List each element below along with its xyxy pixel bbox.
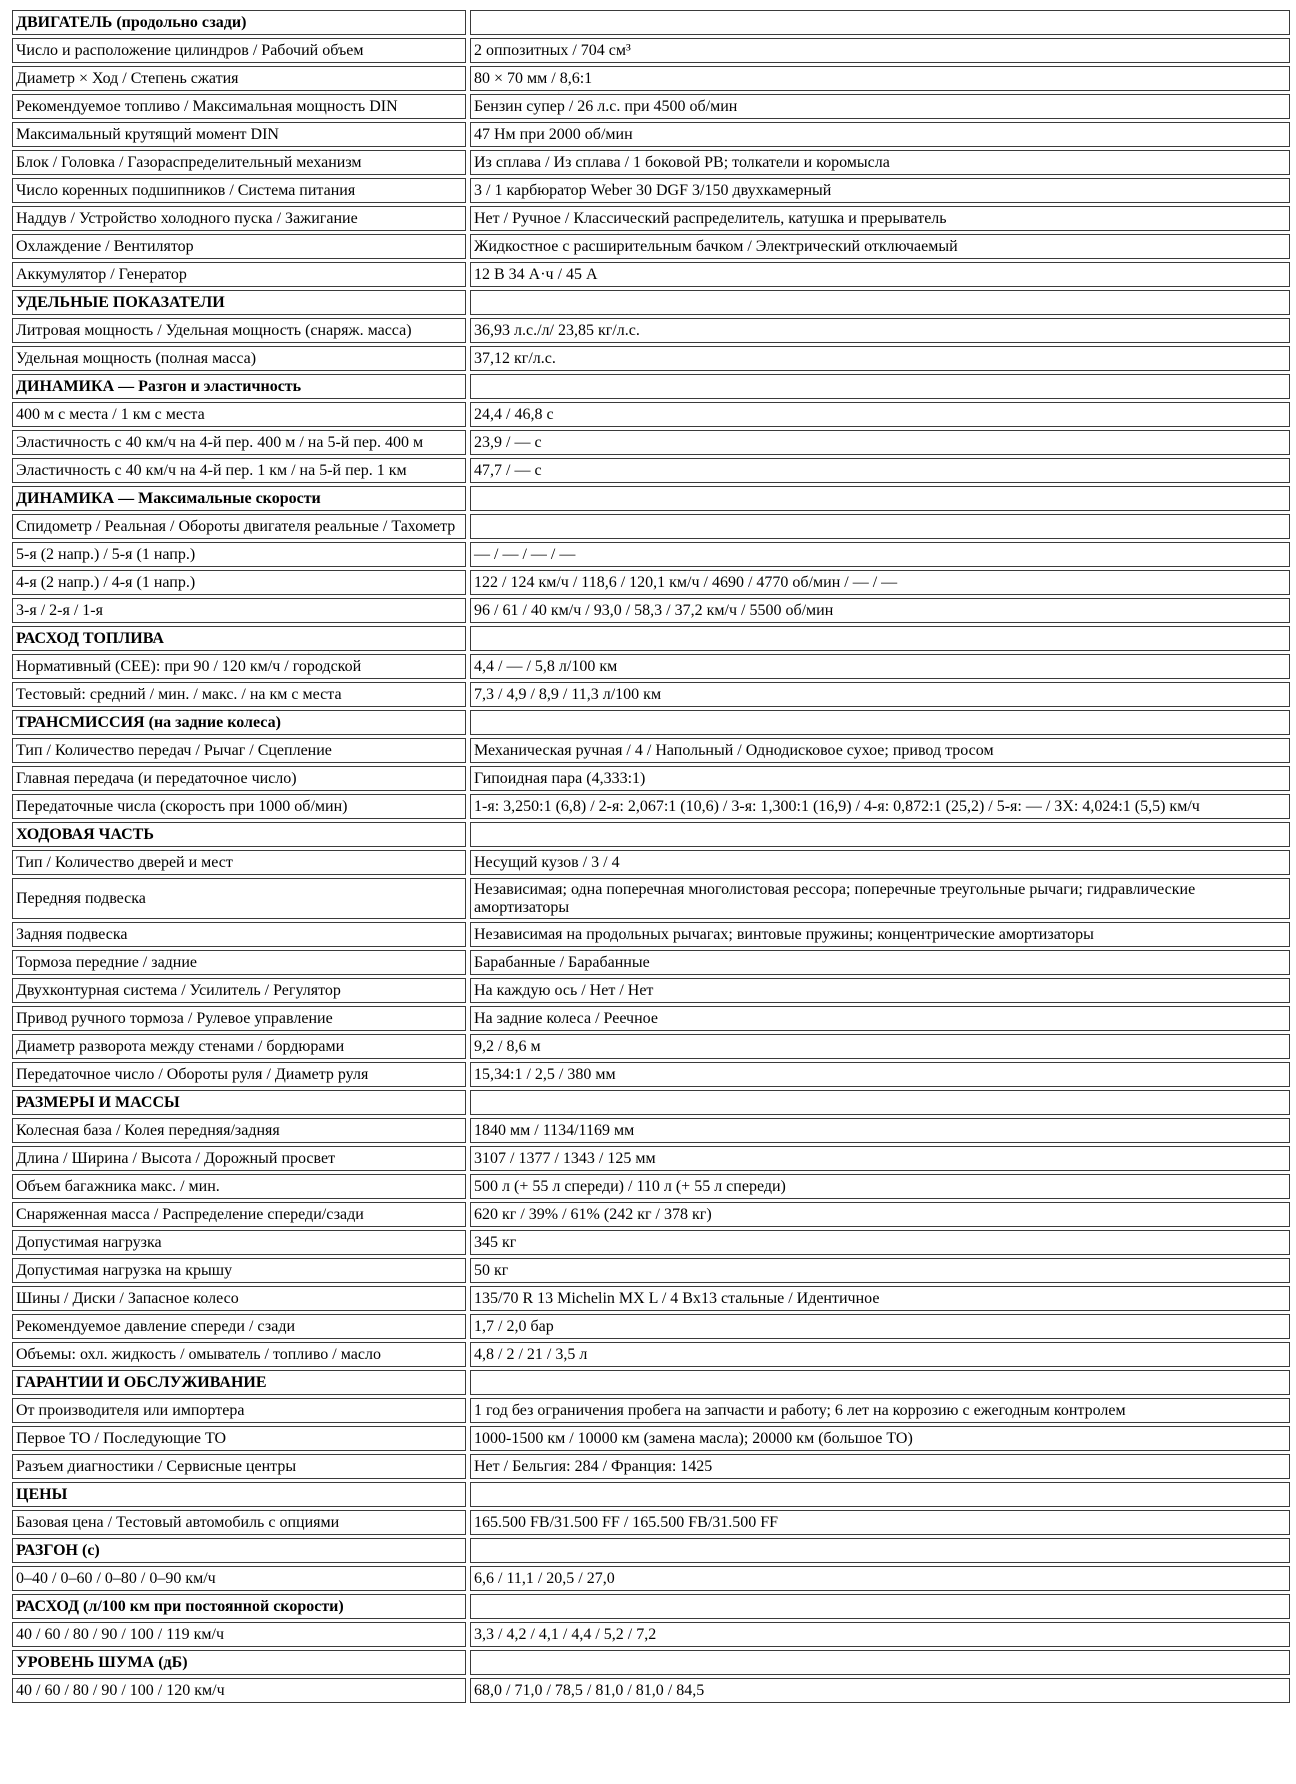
section-title: УДЕЛЬНЫЕ ПОКАЗАТЕЛИ <box>12 290 466 315</box>
spec-value: — / — / — / — <box>470 542 1290 567</box>
spec-label: Литровая мощность / Удельная мощность (снаряж. масса) <box>12 318 466 343</box>
table-row <box>12 1566 1290 1591</box>
spec-value: Независимая; одна поперечная многолистовая рессора; поперечные треугольные рычаги; гидравлические амортизаторы <box>470 878 1290 919</box>
spec-value <box>470 374 1290 399</box>
spec-label: Тормоза передние / задние <box>12 950 466 975</box>
spec-value: 1,7 / 2,0 бар <box>470 1314 1290 1339</box>
spec-label: Диаметр × Ход / Степень сжатия <box>12 66 466 91</box>
spec-value: 50 кг <box>470 1258 1290 1283</box>
spec-label: Эластичность с 40 км/ч на 4-й пер. 1 км / на 5-й пер. 1 км <box>12 458 466 483</box>
table-row <box>12 1062 1290 1087</box>
spec-value <box>470 514 1290 539</box>
spec-label: 0–40 / 0–60 / 0–80 / 0–90 км/ч <box>12 1566 466 1591</box>
spec-label: Охлаждение / Вентилятор <box>12 234 466 259</box>
spec-value <box>470 1090 1290 1115</box>
spec-label: Рекомендуемое давление спереди / сзади <box>12 1314 466 1339</box>
spec-label: Максимальный крутящий момент DIN <box>12 122 466 147</box>
section-title: ХОДОВАЯ ЧАСТЬ <box>12 822 466 847</box>
spec-label: Число и расположение цилиндров / Рабочий объем <box>12 38 466 63</box>
spec-value: Жидкостное с расширительным бачком / Электрический отключаемый <box>470 234 1290 259</box>
spec-value: 7,3 / 4,9 / 8,9 / 11,3 л/100 км <box>470 682 1290 707</box>
spec-value: 620 кг / 39% / 61% (242 кг / 378 кг) <box>470 1202 1290 1227</box>
section-header-row <box>12 374 1290 399</box>
section-header-row <box>12 1650 1290 1675</box>
spec-value: 9,2 / 8,6 м <box>470 1034 1290 1059</box>
spec-label: Допустимая нагрузка на крышу <box>12 1258 466 1283</box>
table-row <box>12 1118 1290 1143</box>
spec-value: Нет / Ручное / Классический распределитель, катушка и прерыватель <box>470 206 1290 231</box>
spec-label: От производителя или импортера <box>12 1398 466 1423</box>
spec-value <box>470 1594 1290 1619</box>
spec-label: Спидометр / Реальная / Обороты двигателя реальные / Тахометр <box>12 514 466 539</box>
section-header-row <box>12 1370 1290 1395</box>
table-row <box>12 878 1290 919</box>
spec-label: 5-я (2 напр.) / 5-я (1 напр.) <box>12 542 466 567</box>
table-row <box>12 850 1290 875</box>
table-row <box>12 122 1290 147</box>
table-row <box>12 178 1290 203</box>
spec-value <box>470 1482 1290 1507</box>
spec-label: Аккумулятор / Генератор <box>12 262 466 287</box>
table-row <box>12 318 1290 343</box>
table-row <box>12 38 1290 63</box>
table-row <box>12 654 1290 679</box>
spec-value: 4,4 / — / 5,8 л/100 км <box>470 654 1290 679</box>
section-header-row <box>12 290 1290 315</box>
spec-label: Наддув / Устройство холодного пуска / Зажигание <box>12 206 466 231</box>
table-row <box>12 542 1290 567</box>
section-title: ЦЕНЫ <box>12 1482 466 1507</box>
spec-value: 80 × 70 мм / 8,6:1 <box>470 66 1290 91</box>
spec-value: 500 л (+ 55 л спереди) / 110 л (+ 55 л спереди) <box>470 1174 1290 1199</box>
spec-value: 3 / 1 карбюратор Weber 30 DGF 3/150 двухкамерный <box>470 178 1290 203</box>
spec-value: На задние колеса / Реечное <box>470 1006 1290 1031</box>
spec-label: Диаметр разворота между стенами / бордюрами <box>12 1034 466 1059</box>
table-row <box>12 94 1290 119</box>
spec-value: 96 / 61 / 40 км/ч / 93,0 / 58,3 / 37,2 км/ч / 5500 об/мин <box>470 598 1290 623</box>
table-row <box>12 402 1290 427</box>
spec-value: 3107 / 1377 / 1343 / 125 мм <box>470 1146 1290 1171</box>
spec-value: 47,7 / — с <box>470 458 1290 483</box>
spec-label: Тип / Количество дверей и мест <box>12 850 466 875</box>
table-row <box>12 66 1290 91</box>
section-title: ТРАНСМИССИЯ (на задние колеса) <box>12 710 466 735</box>
section-header-row <box>12 822 1290 847</box>
table-row <box>12 682 1290 707</box>
spec-label: 4-я (2 напр.) / 4-я (1 напр.) <box>12 570 466 595</box>
table-row <box>12 1426 1290 1451</box>
spec-value: 1840 мм / 1134/1169 мм <box>470 1118 1290 1143</box>
spec-label: Тип / Количество передач / Рычаг / Сцепление <box>12 738 466 763</box>
table-row <box>12 234 1290 259</box>
section-header-row <box>12 486 1290 511</box>
spec-value: 23,9 / — с <box>470 430 1290 455</box>
table-row <box>12 430 1290 455</box>
spec-value: Механическая ручная / 4 / Напольный / Однодисковое сухое; привод тросом <box>470 738 1290 763</box>
spec-label: Главная передача (и передаточное число) <box>12 766 466 791</box>
section-header-row <box>12 626 1290 651</box>
spec-label: 400 м с места / 1 км с места <box>12 402 466 427</box>
spec-table-body <box>12 10 1290 1703</box>
spec-value <box>470 822 1290 847</box>
spec-label: Объемы: охл. жидкость / омыватель / топливо / масло <box>12 1342 466 1367</box>
spec-value: 4,8 / 2 / 21 / 3,5 л <box>470 1342 1290 1367</box>
table-row <box>12 570 1290 595</box>
spec-label: Блок / Головка / Газораспределительный механизм <box>12 150 466 175</box>
spec-value: 37,12 кг/л.с. <box>470 346 1290 371</box>
section-header-row <box>12 710 1290 735</box>
spec-value: Нет / Бельгия: 284 / Франция: 1425 <box>470 1454 1290 1479</box>
table-row <box>12 922 1290 947</box>
spec-label: Привод ручного тормоза / Рулевое управление <box>12 1006 466 1031</box>
spec-value: Независимая на продольных рычагах; винтовые пружины; концентрические амортизаторы <box>470 922 1290 947</box>
section-header-row <box>12 10 1290 35</box>
spec-value: 122 / 124 км/ч / 118,6 / 120,1 км/ч / 4690 / 4770 об/мин / — / — <box>470 570 1290 595</box>
spec-value <box>470 1370 1290 1395</box>
spec-label: Нормативный (CEE): при 90 / 120 км/ч / городской <box>12 654 466 679</box>
table-row <box>12 950 1290 975</box>
spec-value: 15,34:1 / 2,5 / 380 мм <box>470 1062 1290 1087</box>
spec-label: Передаточные числа (скорость при 1000 об/мин) <box>12 794 466 819</box>
section-title: ДИНАМИКА — Разгон и эластичность <box>12 374 466 399</box>
table-row <box>12 1678 1290 1703</box>
section-title: ДИНАМИКА — Максимальные скорости <box>12 486 466 511</box>
table-row <box>12 1454 1290 1479</box>
table-row <box>12 794 1290 819</box>
table-row <box>12 1230 1290 1255</box>
spec-value: Несущий кузов / 3 / 4 <box>470 850 1290 875</box>
section-title: ДВИГАТЕЛЬ (продольно сзади) <box>12 10 466 35</box>
spec-value: 6,6 / 11,1 / 20,5 / 27,0 <box>470 1566 1290 1591</box>
spec-label: Двухконтурная система / Усилитель / Регулятор <box>12 978 466 1003</box>
spec-value: 2 оппозитных / 704 см³ <box>470 38 1290 63</box>
table-row <box>12 458 1290 483</box>
spec-value: Бензин супер / 26 л.с. при 4500 об/мин <box>470 94 1290 119</box>
spec-value: 24,4 / 46,8 с <box>470 402 1290 427</box>
table-row <box>12 598 1290 623</box>
table-row <box>12 738 1290 763</box>
spec-label: 3-я / 2-я / 1-я <box>12 598 466 623</box>
spec-value <box>470 1538 1290 1563</box>
spec-value <box>470 1650 1290 1675</box>
spec-label: Шины / Диски / Запасное колесо <box>12 1286 466 1311</box>
spec-value: 165.500 FB/31.500 FF / 165.500 FB/31.500 FF <box>470 1510 1290 1535</box>
table-row <box>12 978 1290 1003</box>
section-header-row <box>12 1090 1290 1115</box>
section-title: РАСХОД ТОПЛИВА <box>12 626 466 651</box>
spec-label: Первое ТО / Последующие ТО <box>12 1426 466 1451</box>
section-header-row <box>12 1482 1290 1507</box>
spec-value: 1 год без ограничения пробега на запчасти и работу; 6 лет на коррозию с ежегодным контролем <box>470 1398 1290 1423</box>
table-row <box>12 1202 1290 1227</box>
spec-value <box>470 290 1290 315</box>
table-row <box>12 1034 1290 1059</box>
spec-table <box>8 7 1294 1706</box>
table-row <box>12 1286 1290 1311</box>
spec-value <box>470 626 1290 651</box>
spec-label: 40 / 60 / 80 / 90 / 100 / 119 км/ч <box>12 1622 466 1647</box>
spec-value: 68,0 / 71,0 / 78,5 / 81,0 / 81,0 / 84,5 <box>470 1678 1290 1703</box>
table-row <box>12 514 1290 539</box>
spec-label: Удельная мощность (полная масса) <box>12 346 466 371</box>
section-title: РАСХОД (л/100 км при постоянной скорости) <box>12 1594 466 1619</box>
section-title: УРОВЕНЬ ШУМА (дБ) <box>12 1650 466 1675</box>
spec-value: Из сплава / Из сплава / 1 боковой РВ; толкатели и коромысла <box>470 150 1290 175</box>
spec-value: 3,3 / 4,2 / 4,1 / 4,4 / 5,2 / 7,2 <box>470 1622 1290 1647</box>
section-header-row <box>12 1538 1290 1563</box>
spec-value: 1-я: 3,250:1 (6,8) / 2-я: 2,067:1 (10,6) / 3-я: 1,300:1 (16,9) / 4-я: 0,872:1 (25,2) / 5-я: — / ЗХ: 4,024:1 (5,5) км/ч <box>470 794 1290 819</box>
section-title: РАЗГОН (с) <box>12 1538 466 1563</box>
spec-label: Эластичность с 40 км/ч на 4-й пер. 400 м / на 5-й пер. 400 м <box>12 430 466 455</box>
spec-label: Передаточное число / Обороты руля / Диаметр руля <box>12 1062 466 1087</box>
spec-value <box>470 486 1290 511</box>
table-row <box>12 1342 1290 1367</box>
spec-value: 47 Нм при 2000 об/мин <box>470 122 1290 147</box>
table-row <box>12 1258 1290 1283</box>
table-row <box>12 206 1290 231</box>
spec-label: Допустимая нагрузка <box>12 1230 466 1255</box>
spec-label: Снаряженная масса / Распределение спереди/сзади <box>12 1202 466 1227</box>
spec-value <box>470 710 1290 735</box>
table-row <box>12 1622 1290 1647</box>
spec-label: Передняя подвеска <box>12 878 466 919</box>
spec-value: На каждую ось / Нет / Нет <box>470 978 1290 1003</box>
spec-value: Гипоидная пара (4,333:1) <box>470 766 1290 791</box>
spec-label: 40 / 60 / 80 / 90 / 100 / 120 км/ч <box>12 1678 466 1703</box>
section-title: РАЗМЕРЫ И МАССЫ <box>12 1090 466 1115</box>
spec-label: Базовая цена / Тестовый автомобиль с опциями <box>12 1510 466 1535</box>
spec-label: Задняя подвеска <box>12 922 466 947</box>
spec-value: 135/70 R 13 Michelin MX L / 4 Bx13 стальные / Идентичное <box>470 1286 1290 1311</box>
table-row <box>12 150 1290 175</box>
table-row <box>12 766 1290 791</box>
spec-value: Барабанные / Барабанные <box>470 950 1290 975</box>
spec-value: 12 В 34 А·ч / 45 А <box>470 262 1290 287</box>
section-title: ГАРАНТИИ И ОБСЛУЖИВАНИЕ <box>12 1370 466 1395</box>
table-row <box>12 1398 1290 1423</box>
section-header-row <box>12 1594 1290 1619</box>
table-row <box>12 1006 1290 1031</box>
spec-label: Разъем диагностики / Сервисные центры <box>12 1454 466 1479</box>
spec-value: 345 кг <box>470 1230 1290 1255</box>
spec-label: Объем багажника макс. / мин. <box>12 1174 466 1199</box>
table-row <box>12 1146 1290 1171</box>
spec-value: 1000-1500 км / 10000 км (замена масла); 20000 км (большое ТО) <box>470 1426 1290 1451</box>
table-row <box>12 1314 1290 1339</box>
spec-value: 36,93 л.с./л/ 23,85 кг/л.с. <box>470 318 1290 343</box>
table-row <box>12 1510 1290 1535</box>
spec-value <box>470 10 1290 35</box>
spec-label: Колесная база / Колея передняя/задняя <box>12 1118 466 1143</box>
table-row <box>12 262 1290 287</box>
spec-label: Тестовый: средний / мин. / макс. / на км с места <box>12 682 466 707</box>
spec-label: Рекомендуемое топливо / Максимальная мощность DIN <box>12 94 466 119</box>
table-row <box>12 346 1290 371</box>
spec-label: Число коренных подшипников / Система питания <box>12 178 466 203</box>
spec-label: Длина / Ширина / Высота / Дорожный просвет <box>12 1146 466 1171</box>
table-row <box>12 1174 1290 1199</box>
